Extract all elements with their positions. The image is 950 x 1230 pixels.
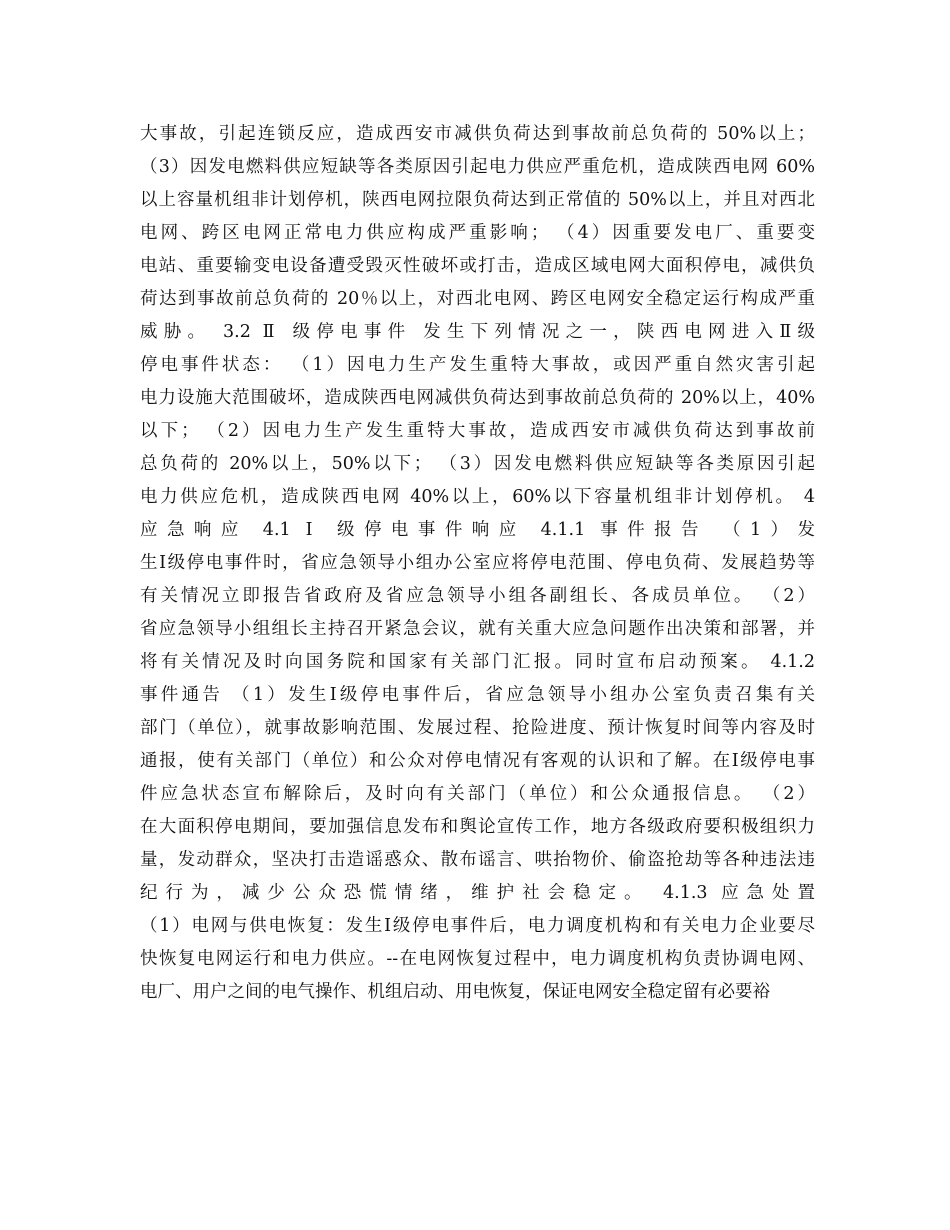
text-line: 以上容量机组非计划停机，陕西电网拉限负荷达到正常值的 50%以上，并且对西北 [140,190,815,210]
text-line: 应急响应 4.1 Ⅰ 级停电事件响应 4.1.1 事件报告 （1）发 [140,520,815,540]
body-text [140,118,815,1009]
text-line: 事件通告 （1）发生Ⅰ级停电事件后，省应急领导小组办公室负责召集有关 [140,685,815,705]
text-line: 在大面积停电期间，要加强信息发布和舆论宣传工作，地方各级政府要积极组织力 [140,817,815,837]
text-line: 电力设施大范围破坏，造成陕西电网减供负荷达到事故前总负荷的 20%以上，40% [140,388,815,408]
text-line: 快恢复电网运行和电力供应。--在电网恢复过程中，电力调度机构负责协调电网、 [140,949,815,969]
text-line: 有关情况立即报告省政府及省应急领导小组各副组长、各成员单位。 （2） [140,586,815,606]
text-line: 纪行为，减少公众恐慌情绪，维护社会稳定。 4.1.3 应急处置 [140,883,815,903]
text-line: 电力供应危机，造成陕西电网 40%以上，60%以下容量机组非计划停机。 4 [140,487,815,507]
text-line: 停电事件状态： （1）因电力生产发生重特大事故，或因严重自然灾害引起 [140,355,815,375]
text-line: 部门（单位），就事故影响范围、发展过程、抢险进度、预计恢复时间等内容及时 [140,718,815,738]
text-line: 生Ⅰ级停电事件时，省应急领导小组办公室应将停电范围、停电负荷、发展趋势等 [140,553,815,573]
text-line: （1）电网与供电恢复：发生Ⅰ级停电事件后，电力调度机构和有关电力企业要尽 [140,916,815,936]
text-line: 威胁。 3.2 Ⅱ 级停电事件 发生下列情况之一，陕西电网进入Ⅱ级 [140,322,815,342]
text-line: 以下； （2）因电力生产发生重特大事故，造成西安市减供负荷达到事故前 [140,421,815,441]
text-line: 电站、重要输变电设备遭受毁灭性破坏或打击，造成区域电网大面积停电，减供负 [140,256,815,276]
text-line: 大事故，引起连锁反应，造成西安市减供负荷达到事故前总负荷的 50%以上； [140,124,815,144]
text-line: 将有关情况及时向国务院和国家有关部门汇报。同时宣布启动预案。 4.1.2 [140,652,815,672]
text-line: 量，发动群众，坚决打击造谣惑众、散布谣言、哄抬物价、偷盗抢劫等各种违法违 [140,850,815,870]
text-line: 电厂、用户之间的电气操作、机组启动、用电恢复，保证电网安全稳定留有必要裕 [140,982,770,1002]
text-line: 荷达到事故前总负荷的 20％以上，对西北电网、跨区电网安全稳定运行构成严重 [140,289,815,309]
text-line: （3）因发电燃料供应短缺等各类原因引起电力供应严重危机，造成陕西电网 60% [140,157,815,177]
text-line: 通报，使有关部门（单位）和公众对停电情况有客观的认识和了解。在Ⅰ级停电事 [140,751,815,771]
text-line: 省应急领导小组组长主持召开紧急会议，就有关重大应急问题作出决策和部署，并 [140,619,815,639]
text-line: 电网、跨区电网正常电力供应构成严重影响； （4）因重要发电厂、重要变 [140,223,815,243]
text-line: 总负荷的 20%以上，50%以下； （3）因发电燃料供应短缺等各类原因引起 [140,454,815,474]
text-line: 件应急状态宣布解除后，及时向有关部门（单位）和公众通报信息。 （2） [140,784,815,804]
